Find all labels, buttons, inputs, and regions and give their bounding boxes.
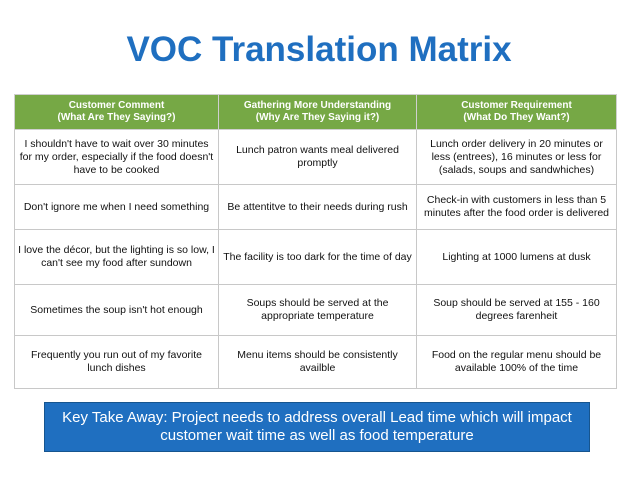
header-line: (Why Are They Saying it?) (255, 112, 380, 123)
header-line: (What Do They Want?) (463, 112, 570, 123)
header-line: (What Are They Saying?) (57, 112, 176, 123)
table-cell-requirement: Lunch order delivery in 20 minutes or less (entrees), 16 minutes or less for (salads, soups and sandwhiches) (417, 130, 617, 185)
table-header-row (15, 95, 617, 130)
table-cell-requirement: Food on the regular menu should be available 100% of the time (417, 336, 617, 389)
table-cell-understanding: Menu items should be consistently availble (219, 336, 417, 389)
table-row (15, 336, 617, 389)
table-cell-comment: Frequently you run out of my favorite lunch dishes (15, 336, 219, 389)
header-customer-requirement (417, 95, 617, 130)
header-line: Gathering More Understanding (243, 100, 392, 111)
table-cell-requirement: Check-in with customers in less than 5 minutes after the food order is delivered (417, 185, 617, 230)
table-cell-requirement: Lighting at 1000 lumens at dusk (417, 230, 617, 285)
header-customer-comment (15, 95, 219, 130)
table-cell-comment: Don't ignore me when I need something (15, 185, 219, 230)
table-cell-comment: I love the décor, but the lighting is so low, I can't see my food after sundown (15, 230, 219, 285)
header-gathering-understanding (219, 95, 417, 130)
table-cell-comment: Sometimes the soup isn't hot enough (15, 285, 219, 336)
table-row (15, 130, 617, 185)
page-title: VOC Translation Matrix (126, 30, 512, 69)
table-cell-understanding: Soups should be served at the appropriate temperature (219, 285, 417, 336)
table-cell-understanding: Be attentitve to their needs during rush (219, 185, 417, 230)
key-takeaway-box: Key Take Away: Project needs to address overall Lead time which will impact customer wait time as well as food temperature (44, 402, 590, 452)
table-row (15, 285, 617, 336)
table-row (15, 230, 617, 285)
header-line: Customer Comment (68, 100, 165, 111)
table-cell-comment: I shouldn't have to wait over 30 minutes for my order, especially if the food doesn't have to be cooked (15, 130, 219, 185)
header-line: Customer Requirement (461, 100, 572, 111)
table-row (15, 185, 617, 230)
voc-matrix-table (14, 94, 617, 389)
table-cell-requirement: Soup should be served at 155 - 160 degrees farenheit (417, 285, 617, 336)
table-cell-understanding: The facility is too dark for the time of day (219, 230, 417, 285)
table-cell-understanding: Lunch patron wants meal delivered promptly (219, 130, 417, 185)
